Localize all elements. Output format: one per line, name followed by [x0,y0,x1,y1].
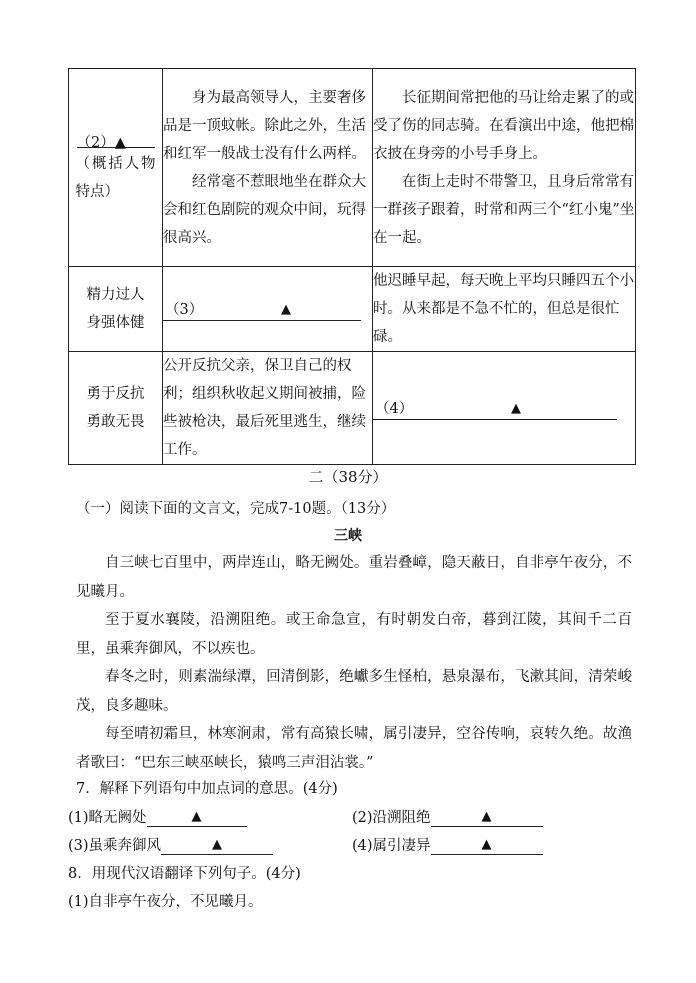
section-heading: 二（38分） [308,468,388,486]
row3-category-line1: 勇于反抗 [86,386,145,402]
passage-paragraph-1: 自三峡七百里中，两岸连山，略无阙处。重岩叠嶂，隐天蔽日，自非亭午夜分，不见曦月。 [76,555,632,600]
row3-category-line2: 勇敢无畏 [86,414,145,430]
triangle-icon: ▲ [212,837,223,852]
row2-example-cell [373,267,636,352]
q8-item-1: (1)自非亭午夜分，不见曦月。 [68,894,263,910]
table-row [69,69,636,267]
row3-evidence: 公开反抗父亲，保卫自己的权利；组织秋收起义期间被捕，险些被枪决，最后死里逃生，继续工作。 [163,358,366,458]
q7-item-2: (2)沿溯阻绝 ▲ [352,806,543,827]
q7-item-1: (1)略无阙处 ▲ [68,806,247,827]
row2-example: 他迟睡早起，每天晚上平均只睡四五个小时。从来都是不急不忙的，但总是很忙碌。 [373,273,634,345]
passage-paragraph-4: 每至晴初霜旦，林寒涧肃，常有高猿长啸，属引凄异，空谷传响，哀转久绝。故渔者歌曰：“巴东三峡巫峡长，猿鸣三声泪沾裳。” [76,726,632,771]
row3-category-cell [69,352,163,465]
answer-blank-q7-2[interactable] [431,808,543,827]
passage-paragraph-2: 至于夏水襄陵，沿溯阻绝。或王命急宣，有时朝发白帝，暮到江陵，其间千二百里，虽乘奔御风，不以疾也。 [76,612,632,657]
row1-evidence-p2: 经常毫不惹眼地坐在群众大会和红色剧院的观众中间，玩得很高兴。 [163,173,366,246]
row3-evidence-cell [163,352,373,465]
q7-stem: 7．解释下列语句中加点词的意思。(4分) [76,781,338,797]
triangle-icon: ▲ [511,400,521,416]
triangle-icon: ▲ [481,809,492,824]
row1-example-p1: 长征期间常把他的马让给走累了的或受了伤的同志骑。在看演出中途，他把棉衣披在身旁的小号手身上。 [373,89,634,162]
answer-blank-2[interactable]: （2）▲ [77,129,155,148]
row2-category-cell [69,267,163,352]
answer-blank-q7-1[interactable] [147,808,247,827]
character-table [68,68,636,465]
row2-answer-cell [163,267,373,352]
q8-stem: 8．用现代汉语翻译下列句子。(4分) [68,866,301,882]
q7-item-4: (4)属引凄异 ▲ [352,834,543,855]
answer-blank-3[interactable]: （3） ▲ [163,298,361,321]
triangle-icon: ▲ [481,837,492,852]
row2-category-line2: 身强体健 [86,315,145,331]
answer-blank-q7-4[interactable] [431,836,543,855]
triangle-icon: ▲ [191,809,202,824]
row2-category-line1: 精力过人 [86,287,145,303]
row1-hint: （概括人物特点） [75,156,156,200]
passage-title: 三峡 [334,528,362,544]
table-row [69,352,636,465]
row3-answer-cell [373,352,636,465]
passage-paragraph-3: 春冬之时，则素湍绿潭，回清倒影，绝巘多生怪柏，悬泉瀑布，飞漱其间，清荣峻茂，良多趣味。 [76,669,632,714]
row1-category-cell [69,69,163,267]
row1-evidence-cell [163,69,373,267]
answer-blank-q7-3[interactable] [161,836,273,855]
section-intro: （一）阅读下面的文言文，完成7-10题。（13分） [76,501,396,517]
answer-blank-4[interactable]: （4） ▲ [373,397,617,420]
table-row [69,267,636,352]
row1-example-cell [373,69,636,267]
row1-example-p2: 在街上走时不带警卫，且身后常常有一群孩子跟着，时常和两三个“红小鬼”坐在一起。 [373,173,635,246]
row1-evidence-p1: 身为最高领导人，主要奢侈品是一顶蚊帐。除此之外，生活和红军一般战士没有什么两样。 [163,89,366,162]
q7-item-3: (3)虽乘奔御风 ▲ [68,834,273,855]
triangle-icon: ▲ [281,301,291,317]
